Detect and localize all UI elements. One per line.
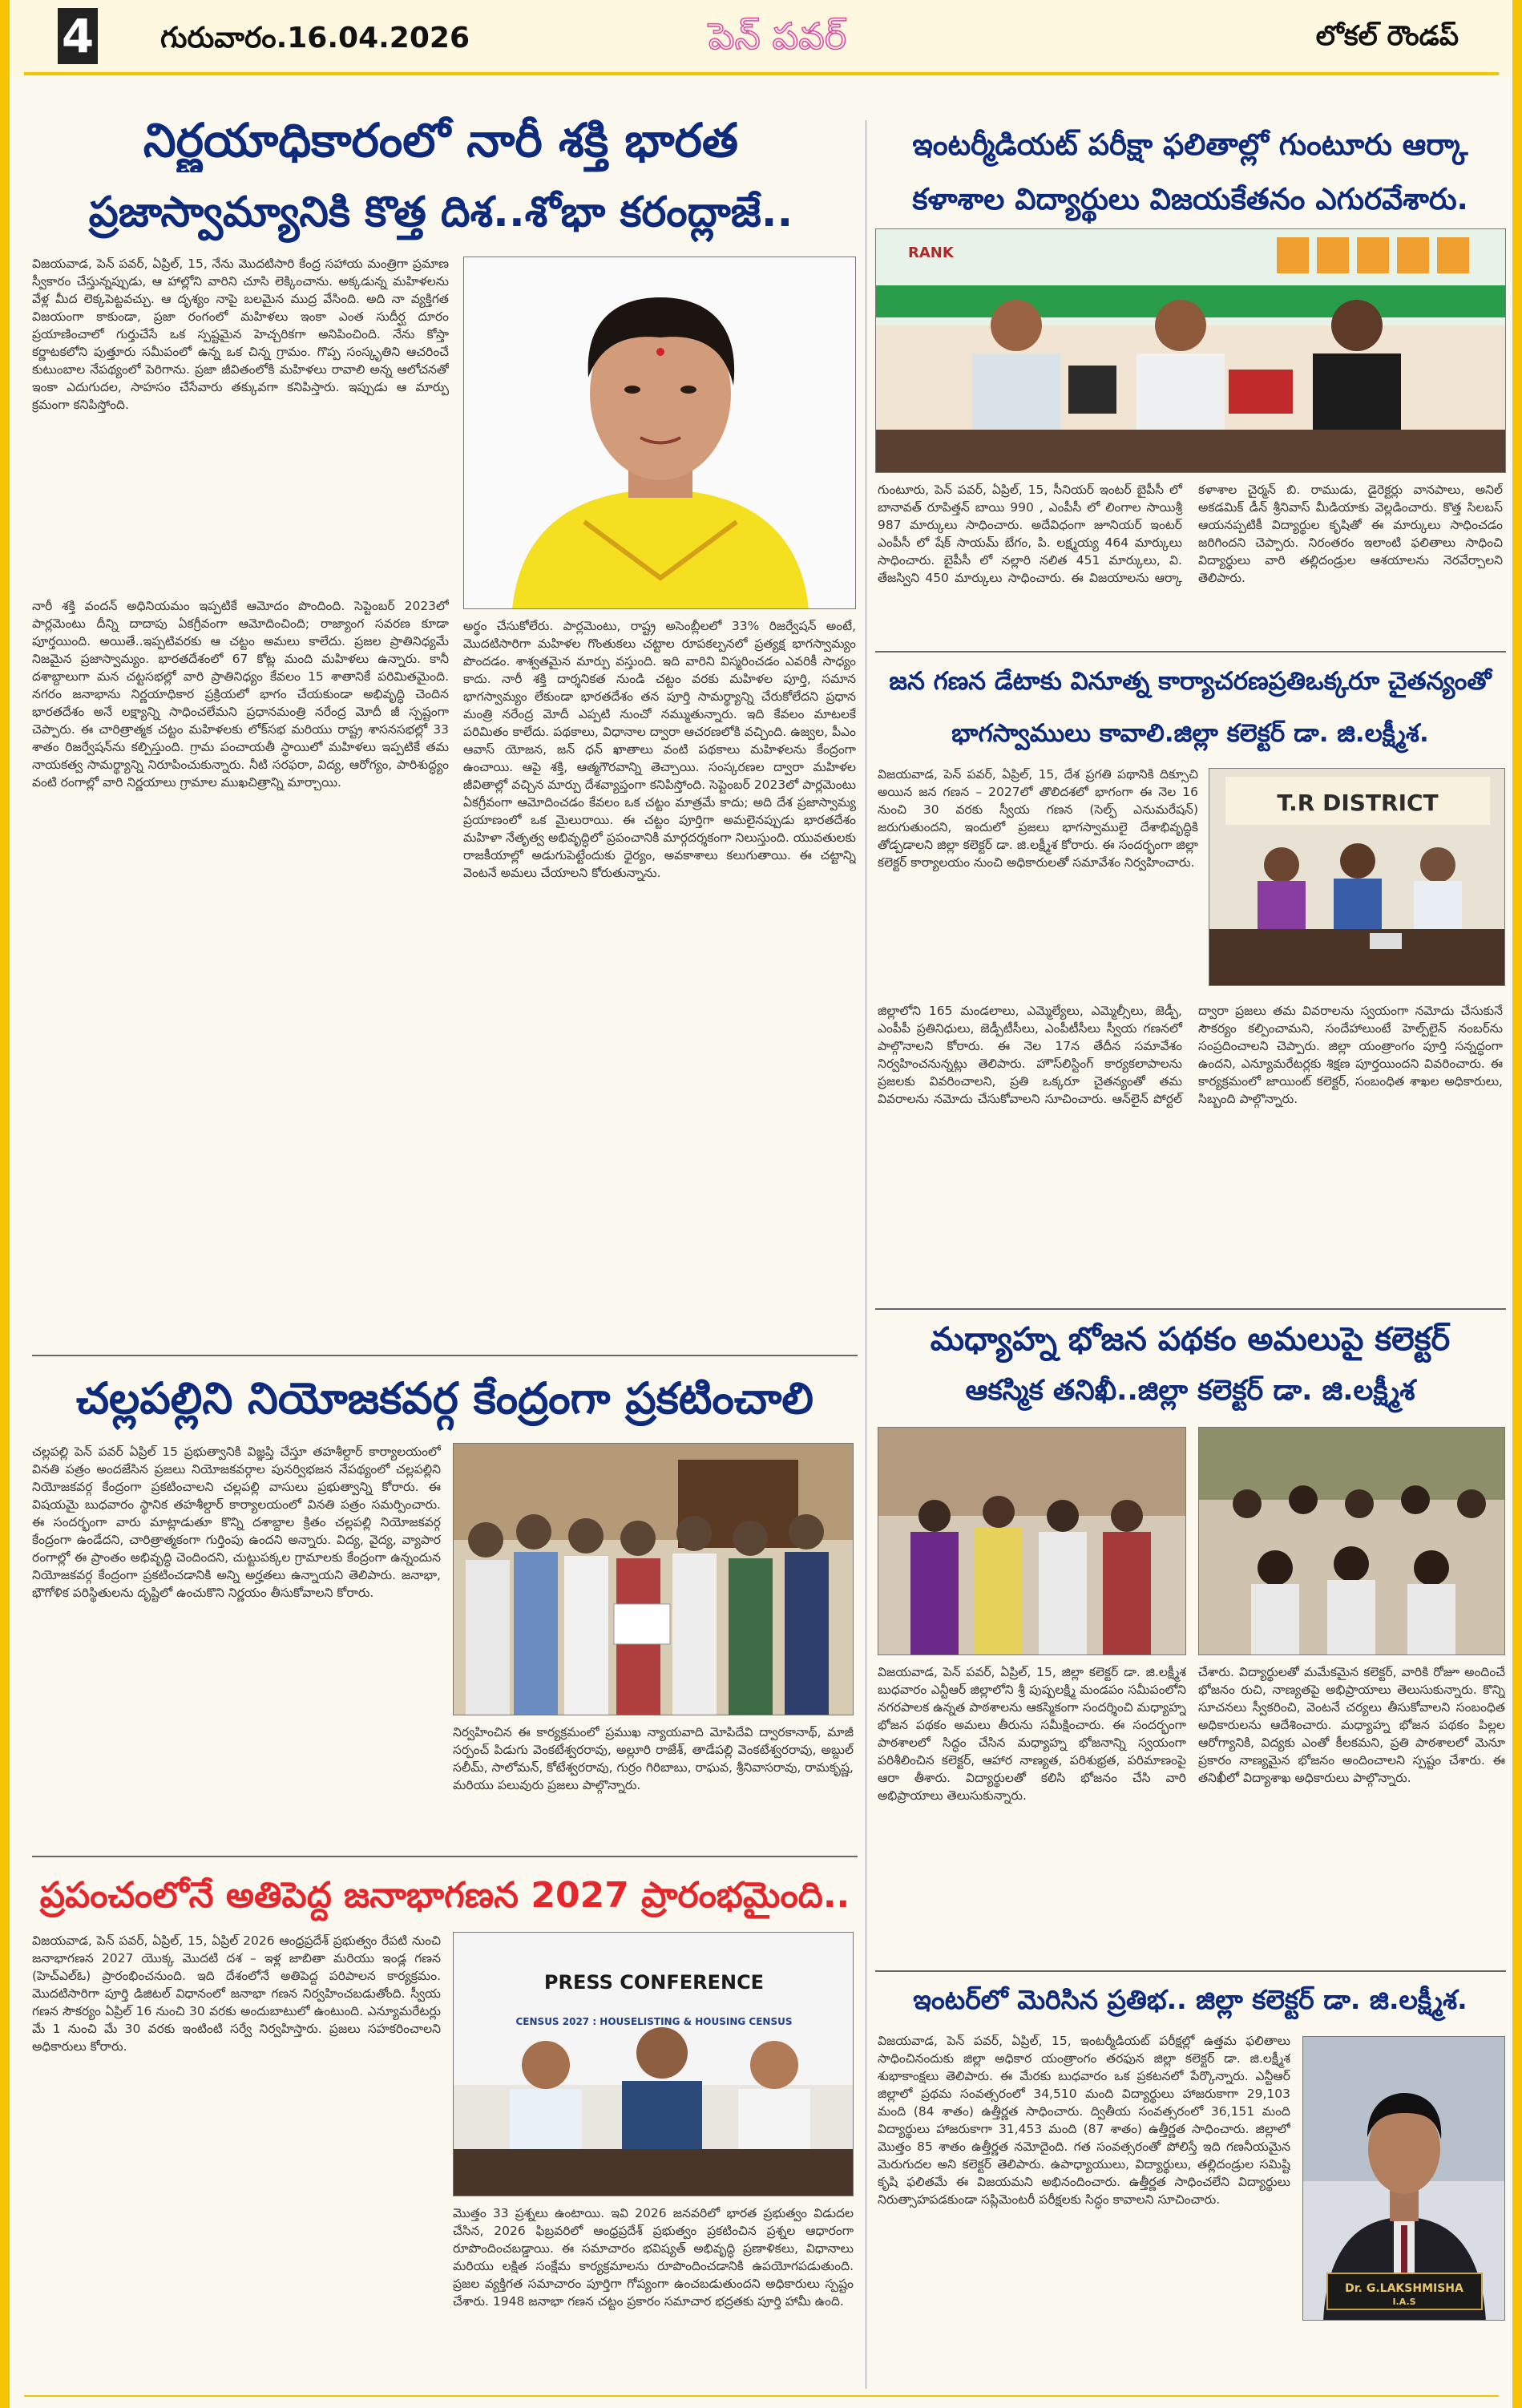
- article5-body-left: విజయవాడ, పెన్ పవర్, ఏప్రిల్, 15, ఏప్రిల్ 2026 ఆంధ్రప్రదేశ్ ప్రభుత్వం రేపటి నుంచి జనాభాగణన 2027 యొక్క మొదటి దశ – ఇళ్ల జాబితా మరియు ఇండ్ల గణన (హెచ్ఎల్ఓ) ప్రారంభించనుంది. ఇది దేశంలోనే అతిపెద్ద పరిపాలన కార్యక్రమం. మొదటిసారిగా పూర్తి డిజిటల్ విధానంలో జనాభా గణన నిర్వహించబడుతోంది. స్వీయ గణన సౌకర్యం ఏప్రిల్ 16 నుంచి 30 వరకు అందుబాటులో ఉంటుంది. ఎన్యూమరేటర్లు మే 1 నుంచి మే 30 వరకు ఇంటింటి సర్వే నిర్వహిస్తారు. ప్రజలు సహకరించాలని అధికారులు కోరారు.: [32, 1933, 441, 2054]
- header-accent-strip: [0, 0, 10, 2408]
- article1-photo-minister: [463, 257, 856, 609]
- article6-headline-line2: ఆకస్మిక తనిఖీ..జిల్లా కలెక్టర్ డా. జి.లక్ష్మీశ: [965, 1375, 1415, 1407]
- article1-bottom-rule: [32, 1355, 858, 1356]
- article2-photo-press: [875, 228, 1506, 473]
- arka-banner-text: RANK: [908, 244, 954, 261]
- article6-bottom-rule: [875, 1970, 1506, 1972]
- article2-headline-line2: కళాశాల విద్యార్థులు విజయకేతనం ఎగురవేశారు.: [912, 182, 1468, 216]
- article2-headline-line1: ఇంటర్మీడియట్ పరీక్షా ఫలితాల్లో గుంటూరు ఆర్కా: [912, 127, 1468, 162]
- article3-headline-line2: భాగస్వాములు కావాలి.జిల్లా కలెక్టర్ డా. జి.లక్ష్మీశ.: [951, 719, 1429, 748]
- article2-bottom-rule: [875, 651, 1506, 653]
- article6-body-left: విజయవాడ, పెన్ పవర్, ఏప్రిల్, 15, జిల్లా కలెక్టర్ డా. జి.లక్ష్మీశ బుధవారం ఎన్టీఆర్ జిల్లాలోని శ్రీ పుష్పలక్ష్మి మండపం సమీపంలోని నగరపాలక ఉన్నత పాఠశాలను ఆకస్మికంగా సందర్శించి మధ్యాహ్న భోజన పథకం అమలు తీరును సమీక్షించారు. ఈ సందర్భంగా పాఠశాలలో సిద్ధం చేసిన మధ్యాహ్న భోజనాన్ని స్వయంగా పరిశీలించిన కలెక్టర్, ఆహార నాణ్యత, పరిశుభ్రత, పరిమాణంపై ఆరా తీశారు. విద్యార్థులతో కలిసి భోజనం చేసి వారి అభిప్రాయాలు తెలుసుకున్నారు.: [878, 1665, 1186, 1803]
- article4-body-right: నిర్వహించిన ఈ కార్యక్రమంలో ప్రముఖ న్యాయవాది మోపిదేవి ద్వారకానాథ్, మాజీ సర్పంచ్ పిడుగు వెంకటేశ్వరరావు, అల్లూరి రాజేశ్, తాడేపల్లి వెంకటేశ్వరరావు, అబ్దుల్ సలీమ్, సాలోమన్, కోటేశ్వరరావు, గుర్రం గిరిబాబు, రాఘవ, శ్రీనివాసరావు, రామకృష్ణ, మరియు పలువురు ప్రజలు పాల్గొన్నారు.: [453, 1725, 854, 1792]
- collectorate-sign: T.R DISTRICT: [1277, 790, 1439, 816]
- article1-body-middle: నారీ శక్తి వందన్ అధినియమం ఇప్పటికే ఆమోదం పొందింది. సెప్టెంబర్ 2023లో పార్లమెంటు దీన్ని దాదాపు ఏకగ్రీవంగా ఆమోదించింది; రాజ్యాంగ సవరణ కూడా పూర్తయింది. అయితే..ఇప్పటివరకు ఆ చట్టం అమలు కాలేదు. ప్రజల ప్రాతినిధ్యమే నిజమైన ప్రజాస్వామ్యం. భారతదేశంలో 67 కోట్ల మంది మహిళలు ఉన్నారు. కానీ దశాబ్దాలుగా మన చట్టసభల్లో వారి ప్రాతినిధ్యం కేవలం 15 శాతానికే పరిమితమైంది. నగరం జనాభాను నిర్ణయాధికార ప్రక్రియలో భాగం చేయకుండా అభివృద్ధి చెందిన భారతదేశం అనే లక్ష్యాన్ని సాధించలేమని ప్రధానమంత్రి నరేంద్ర మోదీ జీ స్పష్టంగా చెప్పారు. ఈ చారిత్రాత్మక చట్టం మహిళలకు లోక్‌సభ మరియు రాష్ట్ర శాసనసభల్లో 33 శాతం రిజర్వేషన్‌ను కల్పిస్తుంది. గ్రామ పంచాయతీ స్థాయిలో మహిళలు ఇప్పటికే తమ నాయకత్వ సామర్థ్యాన్ని నిరూపించుకున్నారు. నీటి సరఫరా, విద్య, ఆరోగ్యం, పారిశుద్ధ్యం వంటి రంగాల్లో వారి నిర్ణయాలు గ్రామాల ముఖచిత్రాన్ని మార్చాయి.: [32, 599, 449, 790]
- article3-photo-meeting: [1209, 768, 1505, 986]
- collector-nameplate-sub: I.A.S: [1392, 2297, 1416, 2307]
- article4-headline: చల్లపల్లిని నియోజకవర్గ కేంద్రంగా ప్రకటించాలి: [76, 1373, 813, 1424]
- article1-body-right: అర్థం చేసుకోలేరు. పార్లమెంటు, రాష్ట్ర అసెంబ్లీలలో 33% రిజర్వేషన్ అంటే, మొదటిసారిగా మహిళల గొంతుకలు చట్టాల రూపకల్పనలో ప్రత్యక్ష భాగస్వామ్యం పొందడం. శాశ్వతమైన మార్పు వస్తుంది. ఇది వారిని విస్మరించడం ఎవరికీ సాధ్యం కాదు. నారీ శక్తి దార్శనికత నుండి చట్టం వరకు మహిళల పూర్తి, సమాన భాగస్వామ్యం లేకుండా భారతదేశం తన పూర్తి సామర్థ్యాన్ని చేరుకోలేదని ప్రధాన మంత్రి నరేంద్ర మోదీ ఎప్పటి నుంచో నమ్ముతున్నారు. ఇది కేవలం మాటలకే పరిమితం కాలేదు. పథకాలు, విధానాల ద్వారా ఆచరణలోకి వచ్చింది. ఉజ్వల, పీఎం ఆవాస్ యోజన, జన్ ధన్ ఖాతాలు వంటి పథకాలు మహిళలను కేంద్రంగా ఉంచాయి. ఆపై శక్తి, ఆత్మగౌరవాన్ని తెచ్చాయి. సంస్కరణల ద్వారా మహిళల జీవితాల్లో వచ్చిన మార్పు దేశవ్యాప్తంగా కనిపిస్తోంది. సెప్టెంబర్ 2023లో పార్లమెంటు ఏకగ్రీవంగా ఆమోదించడం కేవలం ఒక చట్టం మాత్రమే కాదు; అది దేశ ప్రజాస్వామ్య ప్రయాణంలో ఒక మైలురాయి. ఈ చట్టం పూర్తిగా అమలైనప్పుడు భారతదేశం మహిళా నేతృత్వ అభివృద్ధిలో ప్రపంచానికి మార్గదర్శకంగా నిలుస్తుంది. యువతులకు రాజకీయాల్లో అడుగుపెట్టేందుకు ధైర్యం, అవకాశాలు కలుగుతాయి. ఈ చట్టాన్ని వెంటనే అమలు చేయాలని కోరుతున్నాను.: [463, 619, 856, 880]
- press-banner-title: PRESS CONFERENCE: [543, 1971, 765, 1994]
- section-name: లోకల్ రౌండప్: [1315, 20, 1459, 52]
- article4-body-left: చల్లపల్లి పెన్ పవర్ ఏప్రిల్ 15 ప్రభుత్వానికి విజ్ఞప్తి చేస్తూ తహశీల్దార్ కార్యాలయంలో వినతి పత్రం అందజేసిన ప్రజలు నియోజకవర్గాల పునర్విభజన నేపథ్యంలో చల్లపల్లిని నియోజకవర్గ కేంద్రంగా ప్రకటించాలని చల్లపల్లి వాసులు ప్రభుత్వాన్ని కోరారు. ఈ విషయమై బుధవారం స్థానిక తహశీల్దార్ కార్యాలయంలో వినతి పత్రం సమర్పించారు. ఈ సందర్భంగా వారు మాట్లాడుతూ కొన్ని దశాబ్దాల క్రితం చల్లపల్లి నియోజకవర్గ కేంద్రంగా ఉండేదని, చారిత్రాత్మకంగా గుర్తింపు ఉందని అన్నారు. విద్య, వైద్య, వ్యాపార రంగాల్లో ఈ ప్రాంతం అభివృద్ధి చెందిందని, చుట్టుపక్కల గ్రామాలకు కేంద్రంగా ఉన్నందున నియోజకవర్గ కేంద్రంగా ప్రకటించడానికి అన్ని అర్హతలు ఉన్నాయని తెలిపారు. జనాభా, భౌగోళిక పరిస్థితులను దృష్టిలో ఉంచుకొని నిర్ణయం తీసుకోవాలని కోరారు.: [32, 1444, 441, 1600]
- header-bottom-rule: [24, 72, 1499, 75]
- article3-body-top: విజయవాడ, పెన్ పవర్, ఏప్రిల్, 15, దేశ ప్రగతి పథానికి దిక్సూచి అయిన జన గణన – 2027లో తొలిదశలో భాగంగా ఈ నెల 16 నుంచి 30 వరకు స్వీయ గణన (సెల్ఫ్ ఎనుమరేషన్) జరుగుతుందని, ఇందులో ప్రజలు భాగస్వాములై దేశాభివృద్ధికి తోడ్పడాలని జిల్లా కలెక్టర్ డా. జి.లక్ష్మీశ కోరారు. ఈ సందర్భంగా జిల్లా కలెక్టర్ కార్యాలయం నుంచి అధికారులతో సమావేశం నిర్వహించారు.: [878, 767, 1198, 870]
- collector-nameplate: Dr. G.LAKSHMISHA: [1345, 2282, 1463, 2295]
- page-date: గురువారం.16.04.2026: [160, 22, 470, 55]
- article6-body-right: చేశారు. విద్యార్థులతో మమేకమైన కలెక్టర్, వారికి రోజూ అందించే భోజనం రుచి, నాణ్యతపై అభిప్రాయాలు తెలుసుకున్నారు. కొన్ని సూచనలు స్వీకరించి, వెంటనే చర్యలు తీసుకోవాలని సంబంధిత అధికారులను ఆదేశించారు. మధ్యాహ్న భోజన పథకం పిల్లల ఆరోగ్యానికి, విద్యకు ఎంతో కీలకమని, ప్రతి పాఠశాలలో మెనూ ప్రకారం నాణ్యమైన భోజనం అందించాలని స్పష్టం చేశారు. ఈ తనిఖీలో విద్యాశాఖ అధికారులు పాల్గొన్నారు.: [1198, 1665, 1505, 1785]
- article1-body-intro: విజయవాడ, పెన్ పవర్, ఏప్రిల్, 15, నేను మొదటిసారి కేంద్ర సహాయ మంత్రిగా ప్రమాణ స్వీకారం చేస్తున్నప్పుడు, ఆ హాల్లోని వారిని చూసి లెక్కించాను. అక్కడున్న మహిళలను వేళ్ల మీద లెక్కపెట్టవచ్చు. ఆ దృశ్యం నాపై బలమైన ముద్ర వేసింది. అది నా వ్యక్తిగత విజయంగా కాకుండా, ప్రజా రంగంలో మహిళలు ఇంకా ఎంత సుదీర్ఘ దూరం ప్రయాణించాలో గుర్తుచేసే ఒక స్పష్టమైన హెచ్చరికగా అనిపించింది. నేను కోస్తా కర్ణాటకలోని పుత్తూరు సమీపంలో ఉన్న ఒక చిన్న గ్రామం. గొప్ప సంస్కృతిని ఆచరించే కుటుంబాల నేపథ్యంలో పెరిగాను. ప్రజా జీవితంలోకి మహిళలు రావాలి అన్న ఆలోచనతో ఇంకా ఎదుగుదల, సాహసం చేసేవారు తక్కువగా కనిపిస్తారు. ఇప్పుడు ఆ మార్పు క్రమంగా కనిపిస్తోంది.: [32, 257, 449, 412]
- article4-photo-group: [453, 1443, 854, 1715]
- article5-photo-press: [453, 1932, 854, 2196]
- article7-body: విజయవాడ, పెన్ పవర్, ఏప్రిల్, 15, ఇంటర్మీడియట్ పరీక్షల్లో ఉత్తమ ఫలితాలు సాధించినందుకు జిల్లా అధికార యంత్రాంగం తరఫున జిల్లా కలెక్టర్ డా. జి.లక్ష్మీశ శుభాకాంక్షలు తెలిపారు. ఈ మేరకు బుధవారం ఒక ప్రకటనలో పేర్కొన్నారు. ఎన్టీఆర్ జిల్లాలో ప్రథమ సంవత్సరంలో 34,510 మంది విద్యార్థులు హాజరుకాగా 29,103 మంది (84 శాతం) ఉత్తీర్ణత సాధించారు. ద్వితీయ సంవత్సరంలో 36,151 మంది విద్యార్థులు హాజరుకాగా 31,453 మంది (87 శాతం) ఉత్తీర్ణత సాధించారు. జిల్లాలో మొత్తం 85 శాతం ఉత్తీర్ణత నమోదైంది. గత సంవత్సరంతో పోలిస్తే ఇది గణనీయమైన మెరుగుదల అని కలెక్టర్ తెలిపారు. ఉపాధ్యాయులు, విద్యార్థులు, తల్లిదండ్రుల సమిష్టి కృషి ఫలితమే ఈ విజయమని అభినందించారు. ఉత్తీర్ణత సాధించలేని విద్యార్థులు నిరుత్సాహపడకుండా సప్లిమెంటరీ పరీక్షలకు సిద్ధం కావాలని సూచించారు.: [878, 2034, 1290, 2207]
- article7-headline: ఇంటర్‌లో మెరిసిన ప్రతిభ.. జిల్లా కలెక్టర్ డా. జి.లక్ష్మీశ.: [913, 1984, 1467, 2015]
- page-number: 4: [58, 8, 98, 64]
- press-banner-sub: CENSUS 2027 : HOUSELISTING & HOUSING CENSUS: [515, 2016, 793, 2027]
- header-accent-strip-right: [1512, 0, 1522, 2408]
- article1-headline-line1: నిర్ణయాధికారంలో నారీ శక్తి భారత: [143, 113, 739, 168]
- article1-headline-line2: ప్రజాస్వామ్యానికి కొత్త దిశ..శోభా కరంద్లాజే..: [88, 188, 793, 236]
- article3-bottom-rule: [875, 1308, 1506, 1310]
- article3-headline-line1: జన గణన డేటాకు వినూత్న కార్యాచరణప్రతిఒక్కరూ చైతన్యంతో: [889, 667, 1492, 696]
- article5-body-right: మొత్తం 33 ప్రశ్నలు ఉంటాయి. ఇవి 2026 జనవరిలో భారత ప్రభుత్వం విడుదల చేసిన, 2026 ఫిబ్రవరిలో ఆంధ్రప్రదేశ్ ప్రభుత్వం ప్రకటించిన ప్రశ్నల ఆధారంగా రూపొందించబడ్డాయి. ఈ సమాచారం భవిష్యత్ అభివృద్ధి ప్రణాళికలు, విధానాలు మరియు లక్షిత సంక్షేమ కార్యక్రమాలను రూపొందించడానికి ఉపయోగపడుతుంది. ప్రజల వ్యక్తిగత సమాచారం పూర్తిగా గోప్యంగా ఉంచబడుతుందని అధికారులు స్పష్టం చేశారు. 1948 జనాభా గణన చట్టం ప్రకారం సమాచార భద్రతకు పూర్తి హామీ ఉంది.: [453, 2206, 854, 2309]
- article3-body-bottom: జిల్లాలోని 165 మండలాలు, ఎమ్మెల్యేలు, ఎమ్మెల్సీలు, జెడ్పీ, ఎంపీపీ ప్రతినిధులు, జెడ్పీటీసీలు, ఎంపీటీసీలు స్వీయ గణనలో పాల్గొనాలని కోరారు. ఈ నెల 17న తేదీన సమావేశం నిర్వహించనున్నట్లు తెలిపారు. హౌస్‌లిస్టింగ్ కార్యకలాపాలను ప్రజలకు వివరించాలని, ప్రతి ఒక్కరూ చైతన్యంతో తమ వివరాలను నమోదు చేసుకోవాలని సూచించారు. ఆన్‌లైన్ పోర్టల్ ద్వారా ప్రజలు తమ వివరాలను స్వయంగా నమోదు చేసుకునే సౌకర్యం కల్పించామని, సందేహాలుంటే హెల్ప్‌లైన్ నంబర్‌ను సంప్రదించాలని చెప్పారు. జిల్లా యంత్రాంగం పూర్తి సన్నద్ధంగా ఉందని, ఎన్యూమరేటర్లకు శిక్షణ పూర్తయిందని వివరించారు. ఈ కార్యక్రమంలో జాయింట్ కలెక్టర్, సంబంధిత శాఖల అధికారులు, సిబ్బంది పాల్గొన్నారు.: [878, 1004, 1503, 1106]
- article5-headline: ప్రపంచంలోనే అతిపెద్ద జనాభాగణన 2027 ప్రారంభమైంది..: [39, 1875, 850, 1916]
- article4-bottom-rule: [32, 1856, 858, 1857]
- article6-headline-line1: మధ్యాహ్న భోజన పథకం అమలుపై కలెక్టర్: [930, 1321, 1451, 1358]
- minister-portrait: [464, 257, 856, 609]
- page-bottom-rule: [24, 2395, 1499, 2397]
- article7-photo-collector: [1302, 2036, 1505, 2321]
- article2-body: గుంటూరు, పెన్ పవర్, ఏప్రిల్, 15, సీనియర్ ఇంటర్ బైపీసీ లో బానావత్ రూపిత్తన్ బాయి 990 , ఎంపీసీ లో లింగాల సాయిశ్రీ 987 మార్కులు సాధించారు. అదేవిధంగా జూనియర్ ఇంటర్ ఎంపీసీ లో షేక్ సాయమ్ బేగం, పి. లక్ష్మయ్య 464 మార్కులు సాధించారు. బైపీసీ లో నల్లారి నలిత 451 మార్కులు, వి. తేజస్విని 450 మార్కులు సాధించారు. ఈ విజయాలను ఆర్కా కళాశాల చైర్మన్ బి. రాముడు, డైరెక్టర్లు వానపాలు, అనిల్ అకడమిక్ డీన్ శ్రీనివాస్ మీడియాకు వెల్లడించారు. కొత్త సిలబస్ ఆయనప్పటికీ విద్యార్థుల కృషితో ఈ మార్కులు సాధించడం జరిగిందని చెప్పారు. నిరంతరం ఇలాంటి ఫలితాలు సాధించి విద్యార్థులు వారి తల్లిదండ్రుల ఆశయాలను నెరవేర్చాలని తెలిపారు.: [878, 483, 1503, 585]
- article6-photo-students: [1198, 1427, 1505, 1655]
- masthead-title: పెన్ పవర్: [708, 14, 847, 58]
- article6-photo-inspection: [878, 1427, 1186, 1655]
